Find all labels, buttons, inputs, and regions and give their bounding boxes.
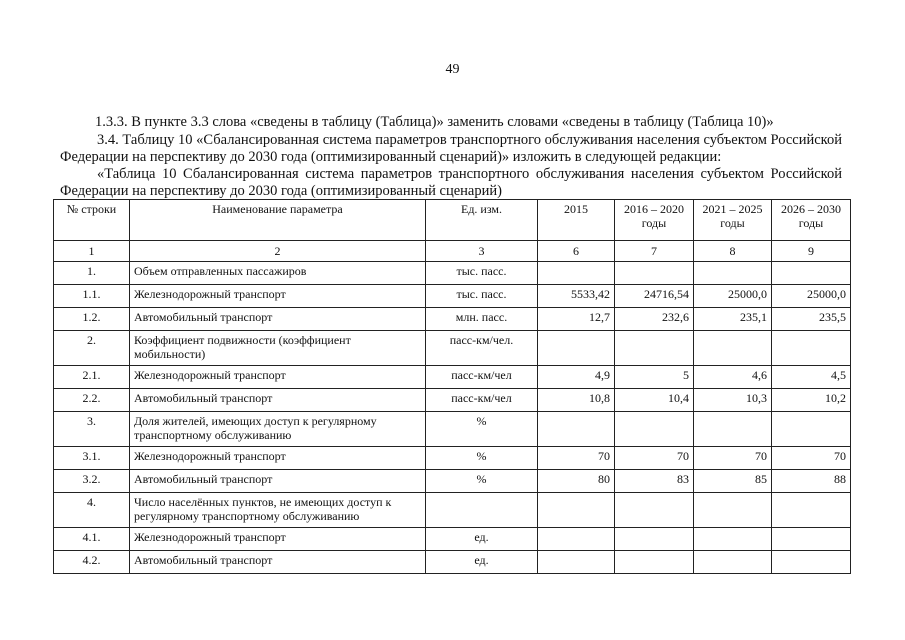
header-2015: 2015 — [538, 200, 615, 241]
value-2021-2025 — [694, 412, 772, 447]
unit-cell: пасс-км/чел — [426, 389, 538, 412]
paragraph-3-4 — [60, 132, 842, 166]
table-row — [54, 470, 851, 493]
value-2016-2020 — [615, 528, 694, 551]
value-2021-2025: 70 — [694, 447, 772, 470]
value-2015: 70 — [538, 447, 615, 470]
value-2016-2020: 10,4 — [615, 389, 694, 412]
header-2021-2025: 2021 – 2025 годы — [694, 200, 772, 241]
parameter-name: Автомобильный транспорт — [130, 470, 426, 493]
column-number: 7 — [615, 241, 694, 262]
value-2015 — [538, 331, 615, 366]
column-number: 3 — [426, 241, 538, 262]
value-2016-2020: 70 — [615, 447, 694, 470]
value-2026-2030: 10,2 — [772, 389, 851, 412]
row-number: 4.2. — [54, 551, 130, 574]
parameter-name: Железнодорожный транспорт — [130, 528, 426, 551]
paragraph-table-caption — [60, 166, 842, 200]
value-2021-2025: 235,1 — [694, 308, 772, 331]
parameter-name: Автомобильный транспорт — [130, 389, 426, 412]
table-caption-text: «Таблица 10 Сбалансированная система параметров транспортного обслуживания населения субъектом Российской Федерации на перспективу до 2030 года (оптимизированный сценарий) — [60, 166, 842, 199]
row-number: 1.2. — [54, 308, 130, 331]
row-number: 3. — [54, 412, 130, 447]
column-number: 2 — [130, 241, 426, 262]
header-2026-2030: 2026 – 2030 годы — [772, 200, 851, 241]
value-2026-2030 — [772, 493, 851, 528]
parameter-name: Объем отправленных пассажиров — [130, 262, 426, 285]
unit-cell: тыс. пасс. — [426, 262, 538, 285]
column-number: 1 — [54, 241, 130, 262]
table-row — [54, 308, 851, 331]
value-2015: 80 — [538, 470, 615, 493]
value-2016-2020 — [615, 412, 694, 447]
value-2016-2020: 232,6 — [615, 308, 694, 331]
table-row — [54, 551, 851, 574]
row-number: 3.2. — [54, 470, 130, 493]
table-row — [54, 447, 851, 470]
value-2026-2030: 235,5 — [772, 308, 851, 331]
unit-cell: ед. — [426, 551, 538, 574]
value-2015 — [538, 551, 615, 574]
unit-cell: тыс. пасс. — [426, 285, 538, 308]
paragraph-3-4-text: 3.4. Таблицу 10 «Сбалансированная система параметров транспортного обслуживания населения субъектом Российской Федерации на перспективу до 2030 года (оптимизированный сценарий)» изложить в следующей редакции: — [60, 132, 842, 165]
parameter-name: Автомобильный транспорт — [130, 551, 426, 574]
row-number: 1.1. — [54, 285, 130, 308]
value-2026-2030: 88 — [772, 470, 851, 493]
row-number: 2.1. — [54, 366, 130, 389]
value-2021-2025: 4,6 — [694, 366, 772, 389]
value-2026-2030: 25000,0 — [772, 285, 851, 308]
value-2015: 10,8 — [538, 389, 615, 412]
value-2015: 12,7 — [538, 308, 615, 331]
parameter-name: Железнодорожный транспорт — [130, 285, 426, 308]
unit-cell: млн. пасс. — [426, 308, 538, 331]
unit-cell: пасс-км/чел — [426, 366, 538, 389]
value-2021-2025: 10,3 — [694, 389, 772, 412]
unit-cell — [426, 493, 538, 528]
table-header-row — [54, 200, 851, 241]
value-2021-2025 — [694, 551, 772, 574]
value-2016-2020: 83 — [615, 470, 694, 493]
column-number: 6 — [538, 241, 615, 262]
column-number-row — [54, 241, 851, 262]
parameter-name: Автомобильный транспорт — [130, 308, 426, 331]
row-number: 2. — [54, 331, 130, 366]
value-2026-2030 — [772, 551, 851, 574]
header-parameter-name: Наименование параметра — [130, 200, 426, 241]
unit-cell: % — [426, 447, 538, 470]
value-2026-2030 — [772, 528, 851, 551]
value-2021-2025 — [694, 528, 772, 551]
value-2015 — [538, 528, 615, 551]
table-row — [54, 331, 851, 366]
parameters-table — [53, 199, 851, 574]
value-2021-2025 — [694, 262, 772, 285]
value-2015: 5533,42 — [538, 285, 615, 308]
value-2015 — [538, 412, 615, 447]
table-row — [54, 285, 851, 308]
value-2021-2025 — [694, 493, 772, 528]
unit-cell: ед. — [426, 528, 538, 551]
table-row — [54, 412, 851, 447]
value-2016-2020 — [615, 262, 694, 285]
row-number: 2.2. — [54, 389, 130, 412]
row-number: 4. — [54, 493, 130, 528]
value-2021-2025 — [694, 331, 772, 366]
value-2015: 4,9 — [538, 366, 615, 389]
value-2026-2030 — [772, 412, 851, 447]
value-2016-2020 — [615, 331, 694, 366]
unit-cell: пасс-км/чел. — [426, 331, 538, 366]
column-number: 8 — [694, 241, 772, 262]
value-2026-2030: 70 — [772, 447, 851, 470]
value-2026-2030: 4,5 — [772, 366, 851, 389]
page-number: 49 — [445, 62, 460, 77]
value-2016-2020: 5 — [615, 366, 694, 389]
row-number: 3.1. — [54, 447, 130, 470]
paragraph-1-3-3: 1.3.3. В пункте 3.3 слова «сведены в таблицу (Таблица)» заменить словами «сведены в таблицу (Таблица 10)» — [95, 114, 774, 130]
table-row — [54, 262, 851, 285]
table-row — [54, 366, 851, 389]
row-number: 4.1. — [54, 528, 130, 551]
value-2016-2020 — [615, 551, 694, 574]
header-unit: Ед. изм. — [426, 200, 538, 241]
value-2026-2030 — [772, 262, 851, 285]
parameter-name: Железнодорожный транспорт — [130, 366, 426, 389]
table-body — [54, 262, 851, 574]
parameter-name: Железнодорожный транспорт — [130, 447, 426, 470]
table-row — [54, 389, 851, 412]
value-2015 — [538, 262, 615, 285]
unit-cell: % — [426, 412, 538, 447]
value-2021-2025: 85 — [694, 470, 772, 493]
value-2016-2020: 24716,54 — [615, 285, 694, 308]
parameter-name: Коэффициент подвижности (коэффициент мобильности) — [130, 331, 426, 366]
value-2026-2030 — [772, 331, 851, 366]
unit-cell: % — [426, 470, 538, 493]
value-2021-2025: 25000,0 — [694, 285, 772, 308]
row-number: 1. — [54, 262, 130, 285]
value-2016-2020 — [615, 493, 694, 528]
parameter-name: Доля жителей, имеющих доступ к регулярному транспортному обслуживанию — [130, 412, 426, 447]
header-row-number: № строки — [54, 200, 130, 241]
table-row — [54, 528, 851, 551]
value-2015 — [538, 493, 615, 528]
header-2016-2020: 2016 – 2020 годы — [615, 200, 694, 241]
table-row — [54, 493, 851, 528]
column-number: 9 — [772, 241, 851, 262]
parameter-name: Число населённых пунктов, не имеющих доступ к регулярному транспортному обслуживанию — [130, 493, 426, 528]
